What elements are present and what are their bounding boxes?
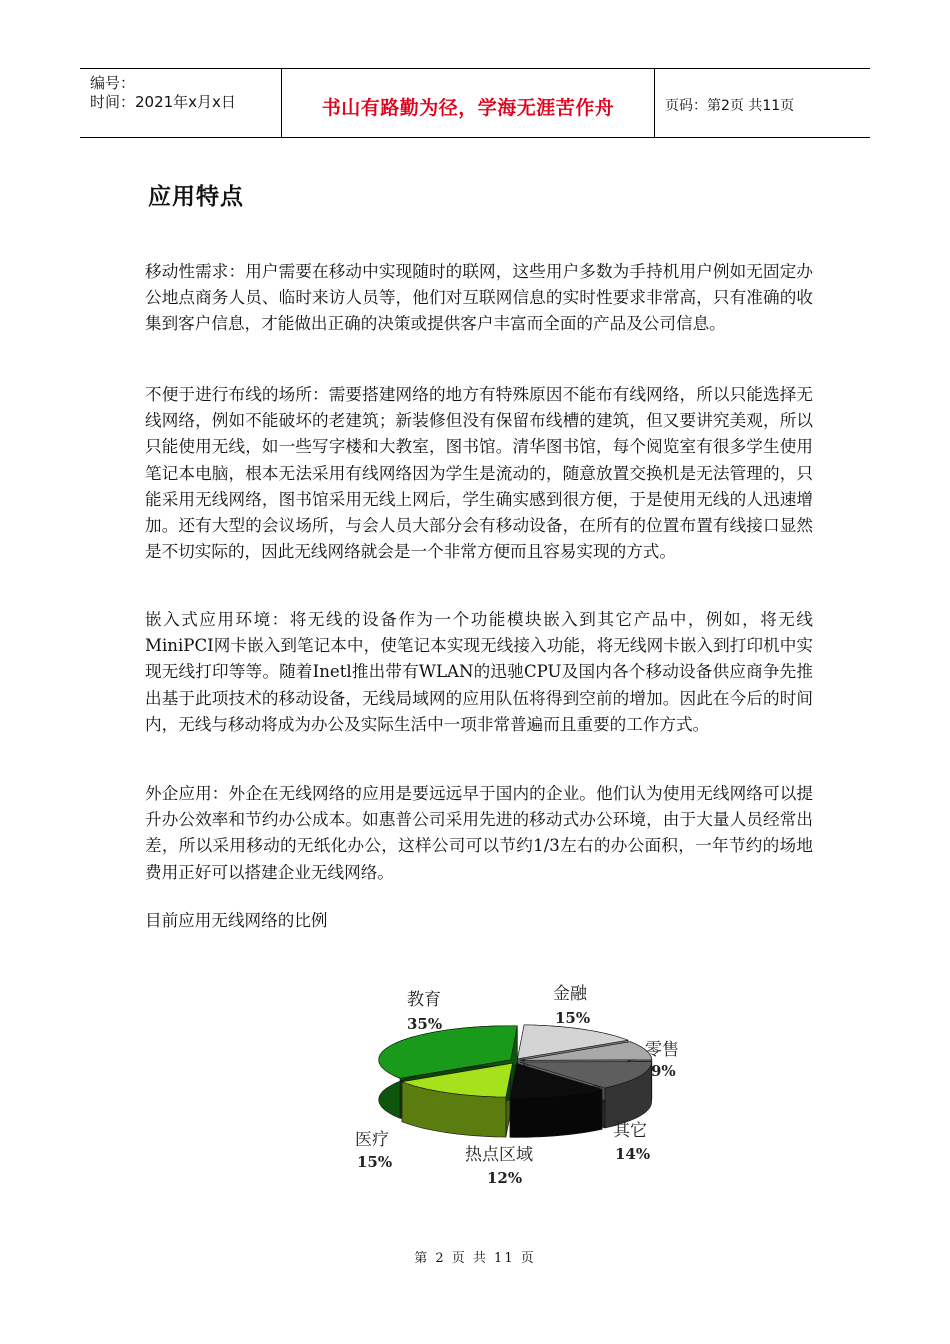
pie-label-finance: 金融 — [553, 984, 587, 1004]
pie-label-medical: 医疗 — [355, 1130, 389, 1150]
paragraph-mobility: 移动性需求：用户需要在移动中实现随时的联网，这些用户多数为手持机用户例如无固定办公地点商务人员、临时来访人员等，他们对互联网信息的实时性要求非常高，只有准确的收集到客户信息，才能做出正确的决策或提供客户丰富而全面的产品及公司信息。 — [145, 262, 813, 334]
document-number-label: 编号： — [90, 74, 136, 92]
pie-chart — [345, 975, 705, 1195]
header-meta-cell — [80, 69, 282, 137]
document-date-label: 时间：2021年x月x日 — [90, 93, 236, 111]
pie-value-retail: 9% — [651, 1062, 676, 1080]
header-page-info: 页码：第2页 共11页 — [665, 98, 795, 114]
pie-value-finance: 15% — [555, 1009, 591, 1027]
paragraph-foreign-enterprise: 外企应用：外企在无线网络的应用是要远远早于国内的企业。他们认为使用无线网络可以提升办公效率和节约办公成本。如惠普公司采用先进的移动式办公环境，由于大量人员经常出差，所以采用移动的无纸化办公，这样公司可以节约1/3左右的办公面积，一年节约的场地费用正好可以搭建企业无线网络。 — [145, 784, 813, 882]
section-title: 应用特点 — [148, 184, 244, 210]
pie-value-hotspot: 12% — [487, 1169, 523, 1187]
paragraph-wiring-sites: 不便于进行布线的场所：需要搭建网络的地方有特殊原因不能布有线网络，所以只能选择无线网络，例如不能破坏的老建筑；新装修但没有保留布线槽的建筑，但又要讲究美观，所以只能使用无线，如一些写字楼和大教室，图书馆。清华图书馆，每个阅览室有很多学生使用笔记本电脑，根本无法采用有线网络因为学生是流动的，随意放置交换机是无法管理的，只能采用无线网络，图书馆采用无线上网后，学生确实感到很方便，于是使用无线的人迅速增加。还有大型的会议场所，与会人员大部分会有移动设备，在所有的位置布置有线接口显然是不切实际的，因此无线网络就会是一个非常方便而且容易实现的方式。 — [145, 385, 813, 562]
header-motto-cell — [282, 69, 655, 137]
pie-label-retail: 零售 — [645, 1040, 679, 1060]
pie-label-education: 教育 — [407, 990, 441, 1010]
header-motto: 书山有路勤为径，学海无涯苦作舟 — [321, 97, 615, 119]
pie-value-other: 14% — [615, 1145, 651, 1163]
header-page-cell — [655, 69, 870, 137]
pie-value-medical: 15% — [357, 1153, 393, 1171]
chart-caption: 目前应用无线网络的比例 — [145, 911, 328, 930]
pie-label-other: 其它 — [613, 1121, 647, 1141]
page-footer: 第 2 页 共 11 页 — [414, 1251, 536, 1266]
pie-label-hotspot: 热点区域 — [465, 1145, 533, 1165]
paragraph-embedded: 嵌入式应用环境：将无线的设备作为一个功能模块嵌入到其它产品中，例如，将无线MiniPCI网卡嵌入到笔记本中，使笔记本实现无线接入功能，将无线网卡嵌入到打印机中实现无线打印等等。随着Inetl推出带有WLAN的迅驰CPU及国内各个移动设备供应商争先推出基于此项技术的移动设备，无线局域网的应用队伍将得到空前的增加。因此在今后的时间内，无线与移动将成为办公及实际生活中一项非常普遍而且重要的工作方式。 — [145, 610, 813, 734]
header-table — [80, 68, 870, 138]
pie-value-education: 35% — [407, 1015, 443, 1033]
